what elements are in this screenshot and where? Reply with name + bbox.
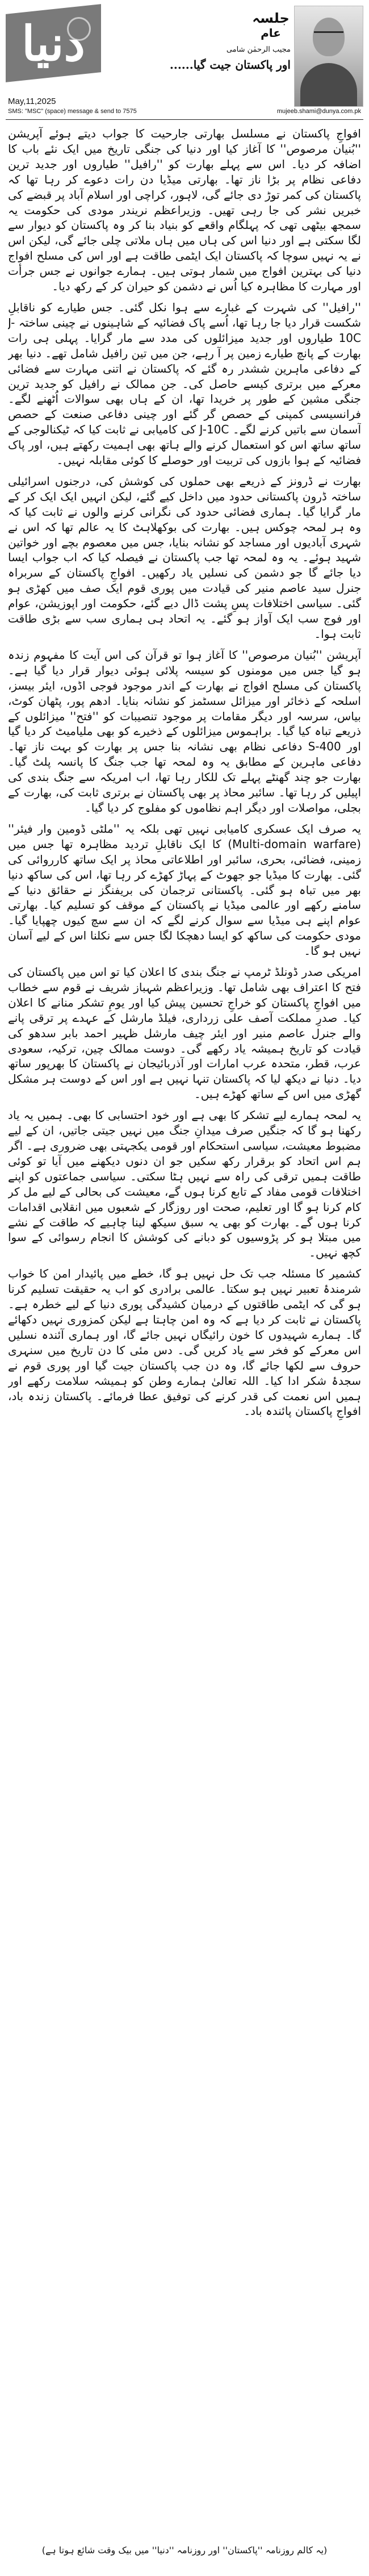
newspaper-logo[interactable]	[6, 5, 102, 83]
header-divider	[6, 119, 363, 120]
column-logo	[251, 10, 291, 42]
paragraph: امریکی صدر ڈونلڈ ٹرمپ نے جنگ بندی کا اعلان کیا تو اس میں پاکستان کی فتح کا اعتراف بھی شامل تھا۔ وزیراعظم شہباز شریف نے قوم سے خطاب میں افواجِ پاکستان کو خراجِ تحسین پیش کیا اور یومِ تشکر منانے کا اعلان کیا۔ صدرِ مملکت آصف علی زرداری، فیلڈ مارشل کے عہدے پر ترقی پانے والے جنرل عاصم منیر اور ایئر چیف مارشل ظہیر احمد بابر سدھو کی قیادت کو تاریخ ہمیشہ یاد رکھے گی۔ دوست ممالک چین، ترکیہ، سعودی عرب، قطر، متحدہ عرب امارات اور آذربائیجان نے پاکستان کا بھرپور ساتھ دیا۔ دنیا نے دیکھ لیا کہ پاکستان تنہا نہیں ہے اور اس کے دوست ہر مشکل گھڑی میں اس کے ساتھ کھڑے ہیں۔	[8, 965, 361, 1101]
column-name-line1: جلسہ	[252, 10, 290, 26]
paragraph: آپریشن ''بُنیان مرصوص'' کا آغاز ہوا تو قرآن کی اس آیت کا مفہوم زندہ ہو گیا جس میں مومنوں کو سیسہ پلائی ہوئی دیوار قرار دیا گیا ہے۔ پاکستان کی مسلح افواج نے بھارت کے اندر موجود فوجی اڈوں، ایئر بیسز، اسلحہ کے ذخائر اور میزائل سسٹمز کو نشانہ بنایا۔ ادھم پور، پٹھان کوٹ، بیاس، سرسہ اور دیگر مقامات پر موجود تنصیبات کو ''فتح'' میزائلوں کے ذریعے تباہ کیا گیا۔ براہموس میزائلوں کے ذخیرے کو بھی ملیامیٹ کر دیا گیا اور S-400 دفاعی نظام بھی نشانہ بنا جس پر بھارت کو بہت ناز تھا۔ دفاعی ماہرین کے مطابق یہ وہ لمحہ تھا جب جنگ کا پانسہ پلٹ گیا۔ بھارت جو چند گھنٹے پہلے تک للکار رہا تھا، اب امریکہ سے جنگ بندی کی اپیلیں کر رہا تھا۔ سائبر محاذ پر بھی پاکستان نے برتری ثابت کی، بھارت کے بجلی، مواصلات اور دیگر اہم نظاموں کو مفلوج کر دیا گیا۔	[8, 648, 361, 815]
author-name: مجیب الرحمٰن شامی	[226, 45, 291, 54]
article-body	[8, 126, 361, 2512]
publish-date: May,11,2025	[8, 97, 56, 106]
paragraph: بھارت نے ڈرونز کے ذریعے بھی حملوں کی کوشش کی، درجنوں اسرائیلی ساختہ ڈرون پاکستانی حدود میں داخل کیے گئے، لیکن انہیں ایک ایک کر کے مار گرایا گیا۔ ہماری فضائی حدود کی نگرانی کرنے والوں نے ثابت کیا کہ وہ ہر لمحہ چوکس ہیں۔ بھارت کی بوکھلاہٹ کا یہ عالم تھا کہ اس نے شہری آبادیوں اور مساجد کو نشانہ بنایا، جس میں معصوم بچے اور خواتین شہید ہوئے۔ یہ وہ لمحہ تھا جب پاکستان نے فیصلہ کیا کہ اب جواب ایسا دیا جائے گا جو دشمن کی نسلیں یاد رکھیں۔ افواجِ پاکستان کے سربراہ جنرل سید عاصم منیر کی قیادت میں پوری قوم ایک صف میں کھڑی ہو گئی۔ سیاسی اختلافات پسِ پشت ڈال دیے گئے، حکومت اور اپوزیشن، عوام اور فوج سب ایک آواز ہو گئے۔ یہ اتحاد ہی ہماری سب سے بڑی طاقت ثابت ہوا۔	[8, 474, 361, 641]
author-email[interactable]: mujeeb.shami@dunya.com.pk	[276, 108, 361, 115]
paragraph: افواجِ پاکستان نے مسلسل بھارتی جارحیت کا جواب دیتے ہوئے آپریشن ''بُنیان مرصوص'' کا آغاز کیا اور دنیا کی جنگی تاریخ میں ایک نئے باب کا اضافہ کر دیا۔ اس سے پہلے بھارت کو ''رافیل'' طیاروں اور جدید ترین دفاعی نظام پر بڑا ناز تھا۔ بھارتی میڈیا دن رات دعوے کر رہا تھا کہ پاکستان کی کمر توڑ دی جائے گی، لاہور، کراچی اور اسلام آباد پر قبضے کی خبریں نشر کی جا رہی تھیں۔ وزیراعظم نریندر مودی کی حکومت یہ سمجھ بیٹھی تھی کہ پہلگام واقعے کو بنیاد بنا کر وہ پاکستان کو دیوار سے لگا سکتی ہے اور دنیا اس کی ہاں میں ہاں ملاتی چلی جائے گی، لیکن اس نے یہ نہیں سوچا کہ پاکستان ایک ایٹمی طاقت ہے اور اس کی مسلح افواج دنیا کی بہترین افواج میں شمار ہوتی ہیں۔ ہمارے جوانوں نے جس جرأت اور مہارت کا مظاہرہ کیا اُس نے دشمن کو حیران کر کے رکھ دیا۔	[8, 127, 361, 294]
author-photo	[294, 6, 363, 107]
paragraph: یہ صرف ایک عسکری کامیابی نہیں تھی بلکہ یہ ''ملٹی ڈومین وار فیئر'' (Multi-domain warfare) کا ایک ناقابلِ تردید مظاہرہ تھا جس میں زمینی، فضائی، بحری، سائبر اور اطلاعاتی محاذ پر ایک ساتھ کارروائی کی گئی۔ بھارت کا میڈیا جو جھوٹ کے پہاڑ کھڑے کر رہا تھا، اس کی ساکھ دنیا بھر میں تباہ ہو گئی۔ پاکستانی ترجمان کی بریفنگز نے حقائق دنیا کے سامنے رکھے اور عالمی میڈیا نے پاکستان کے موقف کو تسلیم کیا۔ بھارتی عوام اپنے ہی میڈیا سے سوال کرنے لگے کہ ان سے سچ کیوں چھپایا گیا۔ مودی حکومت کی ساکھ کو ایسا دھچکا لگا جس سے نکلنا اس کے لیے آسان نہیں ہو گا۔	[8, 821, 361, 958]
publication-note: (یہ کالم روزنامہ ''پاکستان'' اور روزنامہ ''دنیا'' میں بیک وقت شائع ہوتا ہے)	[41, 2545, 328, 2556]
sms-instruction: SMS: "MSC" (space) message & send to 7575	[8, 108, 137, 115]
glasses-icon	[314, 31, 343, 40]
column-name-line2: عام	[261, 26, 281, 40]
paragraph: ''رافیل'' کی شہرت کے غبارے سے ہوا نکل گئی۔ جس طیارے کو ناقابلِ شکست قرار دیا جا رہا تھا، اُسے پاک فضائیہ کے شاہینوں نے چینی ساختہ J-10C طیاروں اور جدید میزائلوں کی مدد سے مار گرایا۔ پہلی ہی رات بھارت کے پانچ طیارے زمین پر آ رہے، جن میں تین رافیل شامل تھے۔ دنیا بھر کے دفاعی ماہرین ششدر رہ گئے کہ پاکستان نے اتنی مہارت سے فضائی معرکے میں برتری کیسے حاصل کی۔ جن ممالک نے رافیل کو جدید ترین جنگی مشین کے طور پر خریدا تھا، ان کے ہاں بھی سوالات اُٹھنے لگے۔ فرانسیسی کمپنی کے حصص گر گئے اور چینی دفاعی صنعت کے حصص آسمان سے باتیں کرنے لگے۔ J-10C کی کامیابی نے ثابت کیا کہ ٹیکنالوجی کے ساتھ ساتھ اس کو استعمال کرنے والے ہاتھ بھی اہمیت رکھتے ہیں، اور پاک فضائیہ کے ہوا بازوں کی تربیت اور حوصلے کا کوئی مقابلہ نہیں۔	[8, 300, 361, 467]
logo-text: دنیا	[22, 15, 85, 72]
paragraph: کشمیر کا مسئلہ جب تک حل نہیں ہو گا، خطے میں پائیدار امن کا خواب شرمندۂ تعبیر نہیں ہو سکتا۔ عالمی برادری کو اب یہ حقیقت تسلیم کرنا ہو گی کہ ایٹمی طاقتوں کے درمیان کشیدگی پوری دنیا کے لیے خطرہ ہے۔ پاکستان نے ثابت کر دیا ہے کہ وہ امن چاہتا ہے لیکن کمزوری نہیں دکھائے گا۔ ہمارے شہیدوں کا خون رائیگاں نہیں جائے گا، اور ہماری آئندہ نسلیں اس معرکے کو فخر سے یاد کریں گی۔ دس مئی کا دن تاریخ میں سنہری حروف سے لکھا جائے گا، وہ دن جب پاکستان جیت گیا اور پوری قوم نے سجدۂ شکر ادا کیا۔ اللہ تعالیٰ ہمارے وطن کو ہمیشہ سلامت رکھے اور ہمیں اس نعمت کی قدر کرنے کی توفیق عطا فرمائے۔ پاکستان زندہ باد، افواجِ پاکستان پائندہ باد۔	[8, 1267, 361, 1418]
dateline	[6, 95, 363, 108]
contact-bar	[6, 107, 363, 117]
article-headline: اور پاکستان جیت گیا......	[169, 58, 291, 72]
paragraph: یہ لمحہ ہمارے لیے تشکر کا بھی ہے اور خود احتسابی کا بھی۔ ہمیں یہ یاد رکھنا ہو گا کہ جنگیں صرف میدانِ جنگ میں نہیں جیتی جاتیں، ان کے لیے مضبوط معیشت، سیاسی استحکام اور قومی یکجہتی بھی ضروری ہے۔ اگر ہم اس اتحاد کو برقرار رکھ سکیں جو ان دنوں دیکھنے میں آیا تو کوئی طاقت ہمیں ترقی کی راہ سے نہیں ہٹا سکتی۔ سیاسی جماعتوں کو اپنے اختلافات قومی مفاد کے تابع کرنا ہوں گے، معیشت کی بحالی کے لیے مل کر کام کرنا ہو گا اور تعلیم، صحت اور روزگار کے شعبوں میں انقلابی اقدامات کرنا ہوں گے۔ بھارت کو بھی یہ سبق سیکھ لینا چاہیے کہ طاقت کے نشے میں مبتلا ہو کر پڑوسیوں کو دبانے کی کوشش کا انجام رسوائی کے سوا کچھ نہیں۔	[8, 1108, 361, 1260]
